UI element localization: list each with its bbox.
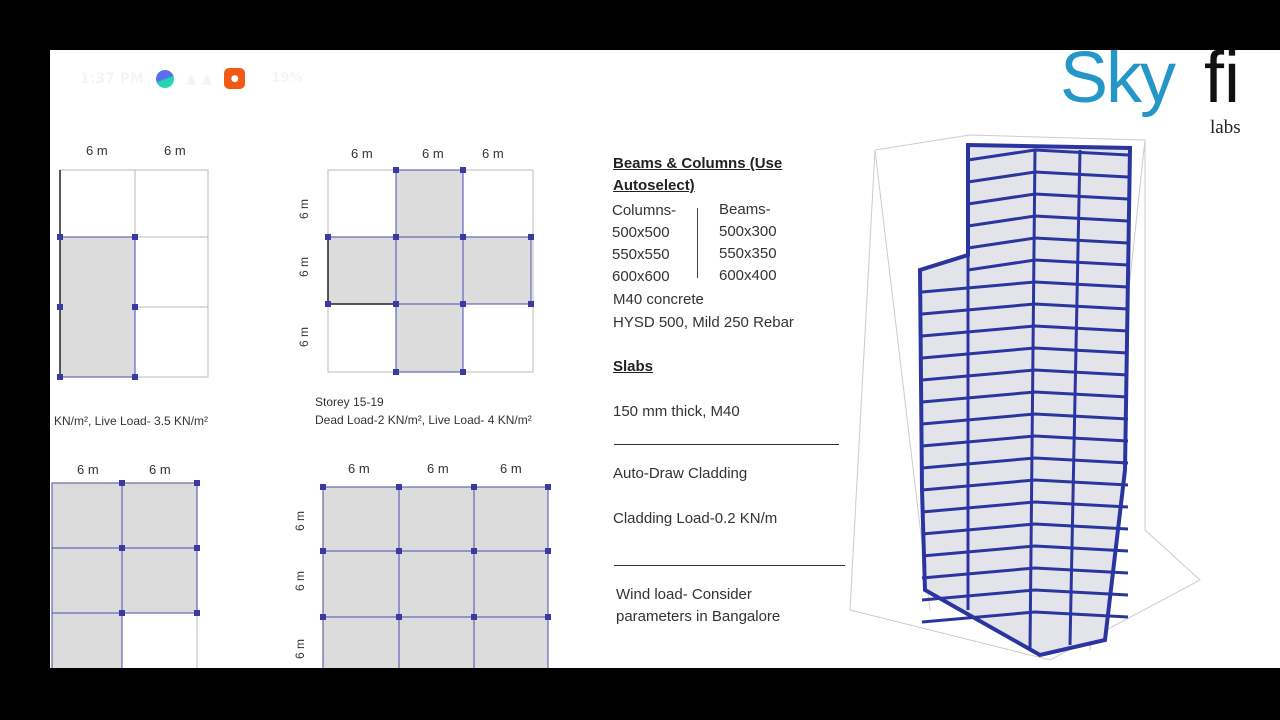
columns-label: Columns-	[612, 202, 677, 219]
beams-columns-heading-2: Autoselect)	[613, 177, 695, 194]
cladding-spec: Auto-Draw Cladding	[613, 465, 748, 482]
plan2-dim: 6 m	[482, 146, 504, 161]
plan3-dim: 6 m	[77, 462, 99, 477]
column-size: 600x600	[612, 268, 670, 285]
plan2-side-dim: 6 m	[297, 256, 312, 278]
status-battery: 19%	[271, 71, 303, 86]
concrete-spec: M40 concrete	[613, 291, 704, 308]
plan3-dim: 6 m	[149, 462, 171, 477]
status-time: 1:37 PM	[80, 70, 144, 87]
beam-size: 600x400	[719, 267, 777, 284]
beam-size: 550x350	[719, 245, 777, 262]
plan4-dim: 6 m	[348, 461, 370, 476]
plan4-dim: 6 m	[500, 461, 522, 476]
slabs-heading: Slabs	[613, 358, 654, 375]
logo-fi: fi	[1204, 50, 1240, 118]
tower-3d-model	[50, 50, 1280, 668]
storey-load-caption: Dead Load-2 KN/m², Live Load- 4 KN/m²	[315, 413, 532, 427]
storey-caption: Storey 15-19	[315, 395, 384, 409]
beam-size: 500x300	[719, 223, 777, 240]
column-size: 500x500	[612, 224, 670, 241]
plan2-side-dim: 6 m	[297, 326, 312, 348]
plan4-side-dim: 6 m	[293, 638, 308, 660]
beams-columns-heading: Beams & Columns (Use	[613, 155, 783, 172]
column-size: 550x550	[612, 246, 670, 263]
logo-labs: labs	[1210, 117, 1241, 138]
plan2-dim: 6 m	[422, 146, 444, 161]
plan4-side-dim: 6 m	[293, 570, 308, 592]
logo-sky: Sky	[1060, 50, 1175, 118]
wind-load-spec: Wind load- Consider	[616, 586, 752, 603]
beams-label: Beams-	[719, 201, 771, 218]
plan4-dim: 6 m	[427, 461, 449, 476]
wind-load-spec-2: parameters in Bangalore	[616, 608, 781, 625]
slabs-spec: 150 mm thick, M40	[613, 403, 740, 420]
plan1-dim: 6 m	[86, 143, 108, 158]
plan1-dim: 6 m	[164, 143, 186, 158]
warning-icon: ▲ ▲	[185, 70, 213, 87]
plan4-side-dim: 6 m	[293, 510, 308, 532]
rebar-spec: HYSD 500, Mild 250 Rebar	[613, 314, 794, 331]
plan2-dim: 6 m	[351, 146, 373, 161]
cladding-load-spec: Cladding Load-0.2 KN/m	[613, 510, 778, 527]
plan2-side-dim: 6 m	[297, 198, 312, 220]
left-load-caption: KN/m², Live Load- 3.5 KN/m²	[54, 414, 209, 428]
slide	[50, 50, 1280, 668]
recorder-app-icon: ●	[224, 68, 245, 89]
